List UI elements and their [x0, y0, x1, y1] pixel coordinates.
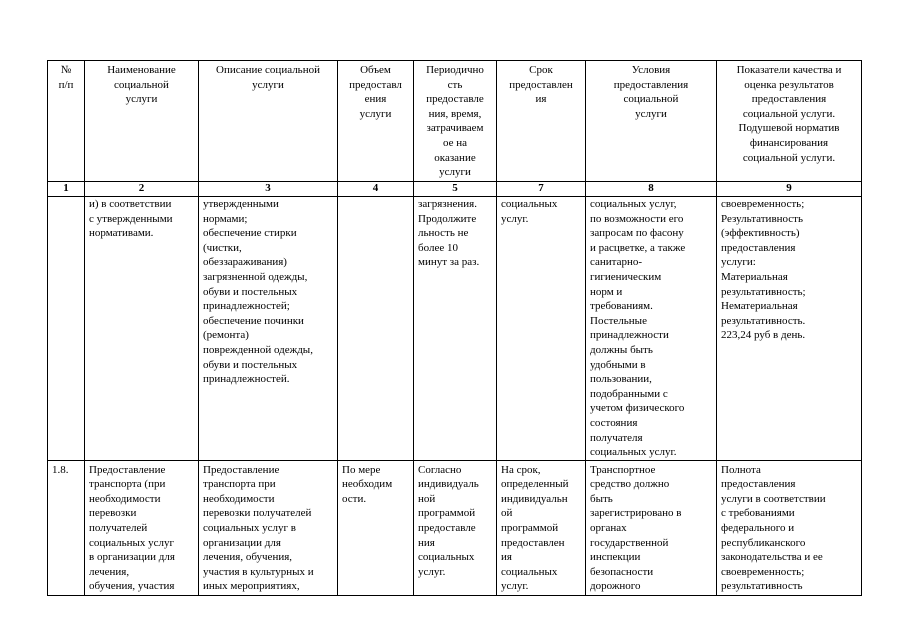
table-cell [338, 197, 414, 461]
table-cell: Полнота предоставления услуги в соответствии с требованиями федерального и республиканского законодательства и ее своевременность; результативность [717, 460, 862, 595]
header-quality-indicators: Показатели качества и оценка результатов предоставления социальной услуги. Подушевой норматив финансирования социальной услуги. [717, 61, 862, 182]
column-number: 7 [497, 182, 586, 197]
table-cell: и) в соответствии с утвержденными нормативами. [85, 197, 199, 461]
column-number: 3 [199, 182, 338, 197]
social-services-table [47, 60, 862, 596]
table-cell: Предоставление транспорта (при необходимости перевозки получателей социальных услуг в организации для лечения, обучения, участия [85, 460, 199, 595]
column-number: 8 [586, 182, 717, 197]
table-cell: Согласно индивидуаль ной программой предоставле ния социальных услуг. [414, 460, 497, 595]
header-number: № п/п [48, 61, 85, 182]
column-number: 4 [338, 182, 414, 197]
table-cell [48, 197, 85, 461]
header-conditions: Условия предоставления социальной услуги [586, 61, 717, 182]
header-service-description: Описание социальной услуги [199, 61, 338, 182]
table-cell: утвержденными нормами; обеспечение стирки (чистки, обеззараживания) загрязненной одежды, обуви и постельных принадлежностей; обеспечение починки (ремонта) поврежденной одежды, обуви и постельных принадлежностей. [199, 197, 338, 461]
header-periodicity: Периодично сть предоставле ния, время, затрачиваем ое на оказание услуги [414, 61, 497, 182]
table-row [48, 197, 862, 461]
table-cell: социальных услуг. [497, 197, 586, 461]
table-cell: Транспортное средство должно быть зарегистрировано в органах государственной инспекции безопасности дорожного [586, 460, 717, 595]
header-volume: Объем предоставл ения услуги [338, 61, 414, 182]
table-cell: По мере необходим ости. [338, 460, 414, 595]
table-cell: социальных услуг, по возможности его запросам по фасону и расцветке, а также санитарно- гигиеническим норм и требованиям. Постельные принадлежности должны быть удобными в пользовании, подобранными с учетом физического состояния получателя социальных услуг. [586, 197, 717, 461]
column-number: 2 [85, 182, 199, 197]
table-cell: загрязнения. Продолжите льность не более 10 минут за раз. [414, 197, 497, 461]
header-term: Срок предоставлен ия [497, 61, 586, 182]
table-cell: Предоставление транспорта при необходимости перевозки получателей социальных услуг в организации для лечения, обучения, участия в культурных и иных мероприятиях, [199, 460, 338, 595]
column-number: 5 [414, 182, 497, 197]
header-service-name: Наименование социальной услуги [85, 61, 199, 182]
column-number-row [48, 182, 862, 197]
column-number: 1 [48, 182, 85, 197]
table-cell: 1.8. [48, 460, 85, 595]
table-cell: своевременность; Результативность (эффективность) предоставления услуги: Материальная результативность; Нематериальная результативность. 223,24 руб в день. [717, 197, 862, 461]
header-row [48, 61, 862, 182]
column-number: 9 [717, 182, 862, 197]
table-row [48, 460, 862, 595]
table-cell: На срок, определенный индивидуальн ой программой предоставлен ия социальных услуг. [497, 460, 586, 595]
